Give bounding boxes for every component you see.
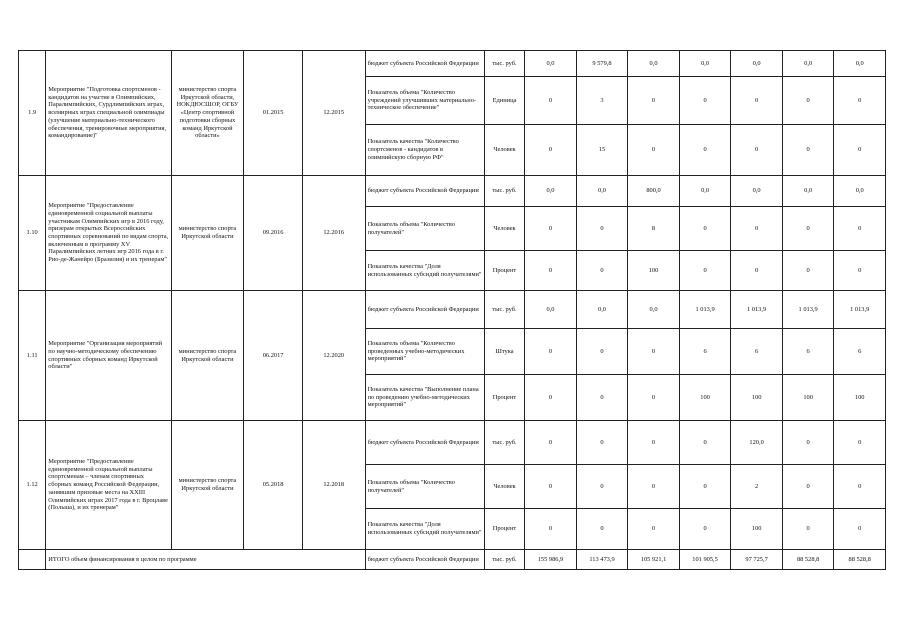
- unit-cell: тыс. руб.: [484, 176, 524, 207]
- indicator-name: Показатель качества "Доля использованных субсидий получателями": [365, 509, 484, 550]
- value-cell: 0: [679, 421, 731, 465]
- value-cell: 0: [525, 207, 577, 251]
- unit-cell: Человек: [484, 207, 524, 251]
- value-cell: 0: [525, 329, 577, 375]
- measure-executor: министерство спорта Иркутской области: [171, 176, 244, 291]
- unit-cell: Единица: [484, 77, 524, 125]
- table-row: [19, 51, 886, 77]
- unit-cell: тыс. руб.: [484, 291, 524, 329]
- value-cell: 1 013,9: [834, 291, 886, 329]
- value-cell: 0: [576, 509, 628, 550]
- value-cell: 0: [731, 251, 783, 291]
- total-row: [19, 550, 886, 570]
- total-value-cell: 105 921,1: [628, 550, 680, 570]
- value-cell: 0: [525, 421, 577, 465]
- value-cell: 0,0: [628, 51, 680, 77]
- value-cell: 8: [628, 207, 680, 251]
- unit-cell: Человек: [484, 125, 524, 176]
- value-cell: 100: [834, 375, 886, 421]
- table-row: [19, 176, 886, 207]
- value-cell: 2: [731, 465, 783, 509]
- value-cell: 0: [679, 77, 731, 125]
- value-cell: 0: [525, 509, 577, 550]
- value-cell: 0: [628, 77, 680, 125]
- value-cell: 0: [525, 77, 577, 125]
- value-cell: 0: [731, 207, 783, 251]
- measure-number: 1.12: [19, 421, 46, 550]
- measure-name: Мероприятие "Предоставление единовременной социальной выплаты спортсменам – членам спортивных сборных команд Российской Федерации, занявшим призовые места на XXIII Олимпийских играх 2017 года в г. Вроцлаве (Польша), и их тренерам": [46, 421, 171, 550]
- total-value-cell: 155 986,9: [525, 550, 577, 570]
- value-cell: 0: [782, 465, 834, 509]
- value-cell: 0,0: [782, 176, 834, 207]
- value-cell: 0,0: [576, 291, 628, 329]
- unit-cell: тыс. руб.: [484, 51, 524, 77]
- program-table: [18, 50, 886, 570]
- value-cell: 0: [576, 375, 628, 421]
- indicator-name: Показатель качества "Доля использованных субсидий получателями": [365, 251, 484, 291]
- value-cell: 6: [679, 329, 731, 375]
- value-cell: 0: [628, 329, 680, 375]
- indicator-name: Показатель объема "Количество получателей": [365, 465, 484, 509]
- unit-cell: Процент: [484, 375, 524, 421]
- value-cell: 0: [628, 465, 680, 509]
- measure-name: Мероприятие "Организация мероприятий по научно-методическому обеспечению спортивных сборных команд Иркутской области": [46, 291, 171, 421]
- value-cell: 0: [679, 207, 731, 251]
- total-value-cell: 97 725,7: [731, 550, 783, 570]
- value-cell: 0: [782, 251, 834, 291]
- measure-name: Мероприятие "Предоставление единовременной социальной выплаты участникам Олимпийских игр в 2016 году, призерам открытых Всероссийских спортивных соревнований по видам спорта, включенным в программу XV Паралимпийских летних игр 2016 года в г. Рио-де-Жанейро (Бразилия) и их тренерам": [46, 176, 171, 291]
- value-cell: 0: [679, 465, 731, 509]
- value-cell: 0: [628, 509, 680, 550]
- indicator-name: Показатель объема "Количество учреждений улучшивших материально-техническое обеспечение": [365, 77, 484, 125]
- indicator-name: Показатель качества "Выполнение плана по проведению учебно-методических мероприятий": [365, 375, 484, 421]
- value-cell: 120,0: [731, 421, 783, 465]
- value-cell: 0: [576, 251, 628, 291]
- value-cell: 0,0: [834, 176, 886, 207]
- value-cell: 0: [525, 251, 577, 291]
- measure-number: 1.9: [19, 51, 46, 176]
- total-value-cell: 113 473,9: [576, 550, 628, 570]
- value-cell: 100: [731, 375, 783, 421]
- indicator-name: бюджет субъекта Российской Федерации: [365, 176, 484, 207]
- measure-executor: министерство спорта Иркутской области, НОКДЮСШОР, ОГБУ «Центр спортивной подготовки сборных команд Иркутской области»: [171, 51, 244, 176]
- value-cell: 0: [679, 125, 731, 176]
- unit-cell: Процент: [484, 509, 524, 550]
- value-cell: 0,0: [834, 51, 886, 77]
- value-cell: 0: [525, 125, 577, 176]
- value-cell: 0,0: [731, 176, 783, 207]
- measure-end-date: 12.2020: [302, 291, 365, 421]
- measure-start-date: 09.2016: [244, 176, 303, 291]
- value-cell: 6: [731, 329, 783, 375]
- value-cell: 0: [576, 421, 628, 465]
- measure-end-date: 12.2016: [302, 176, 365, 291]
- value-cell: 1 013,9: [782, 291, 834, 329]
- measure-start-date: 01.2015: [244, 51, 303, 176]
- value-cell: 0: [834, 465, 886, 509]
- value-cell: 3: [576, 77, 628, 125]
- value-cell: 0: [782, 207, 834, 251]
- indicator-name: бюджет субъекта Российской Федерации: [365, 550, 484, 570]
- measure-executor: министерство спорта Иркутской области: [171, 291, 244, 421]
- value-cell: 0: [576, 329, 628, 375]
- value-cell: 0: [525, 375, 577, 421]
- measure-start-date: 05.2018: [244, 421, 303, 550]
- value-cell: 0: [834, 509, 886, 550]
- value-cell: 0: [782, 77, 834, 125]
- measure-name: Мероприятие "Подготовка спортсменов - кандидатов на участие в Олимпийских, Паралимпийских, Сурдлимпийских играх, всемирных играх специальной олимпиады (улучшение материально-технического обеспечения, тренировочные мероприятия, командирование)": [46, 51, 171, 176]
- value-cell: 0: [731, 125, 783, 176]
- measure-executor: министерство спорта Иркутской области: [171, 421, 244, 550]
- value-cell: 0: [525, 465, 577, 509]
- value-cell: 6: [782, 329, 834, 375]
- value-cell: 0: [834, 77, 886, 125]
- measure-number: 1.11: [19, 291, 46, 421]
- unit-cell: тыс. руб.: [484, 421, 524, 465]
- total-number-cell: [19, 550, 46, 570]
- total-value-cell: 88 528,8: [782, 550, 834, 570]
- indicator-name: Показатель объема "Количество проведенных учебно-методических мероприятий": [365, 329, 484, 375]
- total-value-cell: 101 905,5: [679, 550, 731, 570]
- value-cell: 0: [782, 421, 834, 465]
- total-value-cell: 88 528,8: [834, 550, 886, 570]
- value-cell: 1 013,9: [731, 291, 783, 329]
- indicator-name: бюджет субъекта Российской Федерации: [365, 51, 484, 77]
- value-cell: 0: [576, 465, 628, 509]
- measure-number: 1.10: [19, 176, 46, 291]
- value-cell: 0,0: [679, 51, 731, 77]
- value-cell: 0: [834, 251, 886, 291]
- unit-cell: тыс. руб.: [484, 550, 524, 570]
- value-cell: 0,0: [731, 51, 783, 77]
- indicator-name: бюджет субъекта Российской Федерации: [365, 291, 484, 329]
- value-cell: 100: [731, 509, 783, 550]
- value-cell: 0: [834, 207, 886, 251]
- value-cell: 0,0: [525, 291, 577, 329]
- value-cell: 0: [628, 421, 680, 465]
- measure-start-date: 06.2017: [244, 291, 303, 421]
- value-cell: 6: [834, 329, 886, 375]
- value-cell: 15: [576, 125, 628, 176]
- indicator-name: Показатель объема "Количество получателей": [365, 207, 484, 251]
- value-cell: 100: [782, 375, 834, 421]
- unit-cell: Процент: [484, 251, 524, 291]
- value-cell: 0: [679, 251, 731, 291]
- total-label: ИТОГО объем финансирования в целом по программе: [46, 550, 365, 570]
- value-cell: 100: [679, 375, 731, 421]
- value-cell: 0: [628, 125, 680, 176]
- value-cell: 0: [731, 77, 783, 125]
- value-cell: 0: [782, 509, 834, 550]
- measure-end-date: 12.2018: [302, 421, 365, 550]
- value-cell: 0: [834, 421, 886, 465]
- value-cell: 0: [834, 125, 886, 176]
- value-cell: 9 579,8: [576, 51, 628, 77]
- value-cell: 0: [782, 125, 834, 176]
- value-cell: 0,0: [525, 176, 577, 207]
- value-cell: 1 013,9: [679, 291, 731, 329]
- measure-end-date: 12.2015: [302, 51, 365, 176]
- table-row: [19, 421, 886, 465]
- table-row: [19, 291, 886, 329]
- unit-cell: Человек: [484, 465, 524, 509]
- value-cell: 0,0: [628, 291, 680, 329]
- value-cell: 800,0: [628, 176, 680, 207]
- value-cell: 100: [628, 251, 680, 291]
- unit-cell: Штука: [484, 329, 524, 375]
- value-cell: 0: [628, 375, 680, 421]
- indicator-name: бюджет субъекта Российской Федерации: [365, 421, 484, 465]
- value-cell: 0: [679, 509, 731, 550]
- value-cell: 0: [576, 207, 628, 251]
- value-cell: 0,0: [679, 176, 731, 207]
- value-cell: 0,0: [576, 176, 628, 207]
- indicator-name: Показатель качества "Количество спортсменов - кандидатов в олимпийскую сборную РФ": [365, 125, 484, 176]
- value-cell: 0,0: [525, 51, 577, 77]
- value-cell: 0,0: [782, 51, 834, 77]
